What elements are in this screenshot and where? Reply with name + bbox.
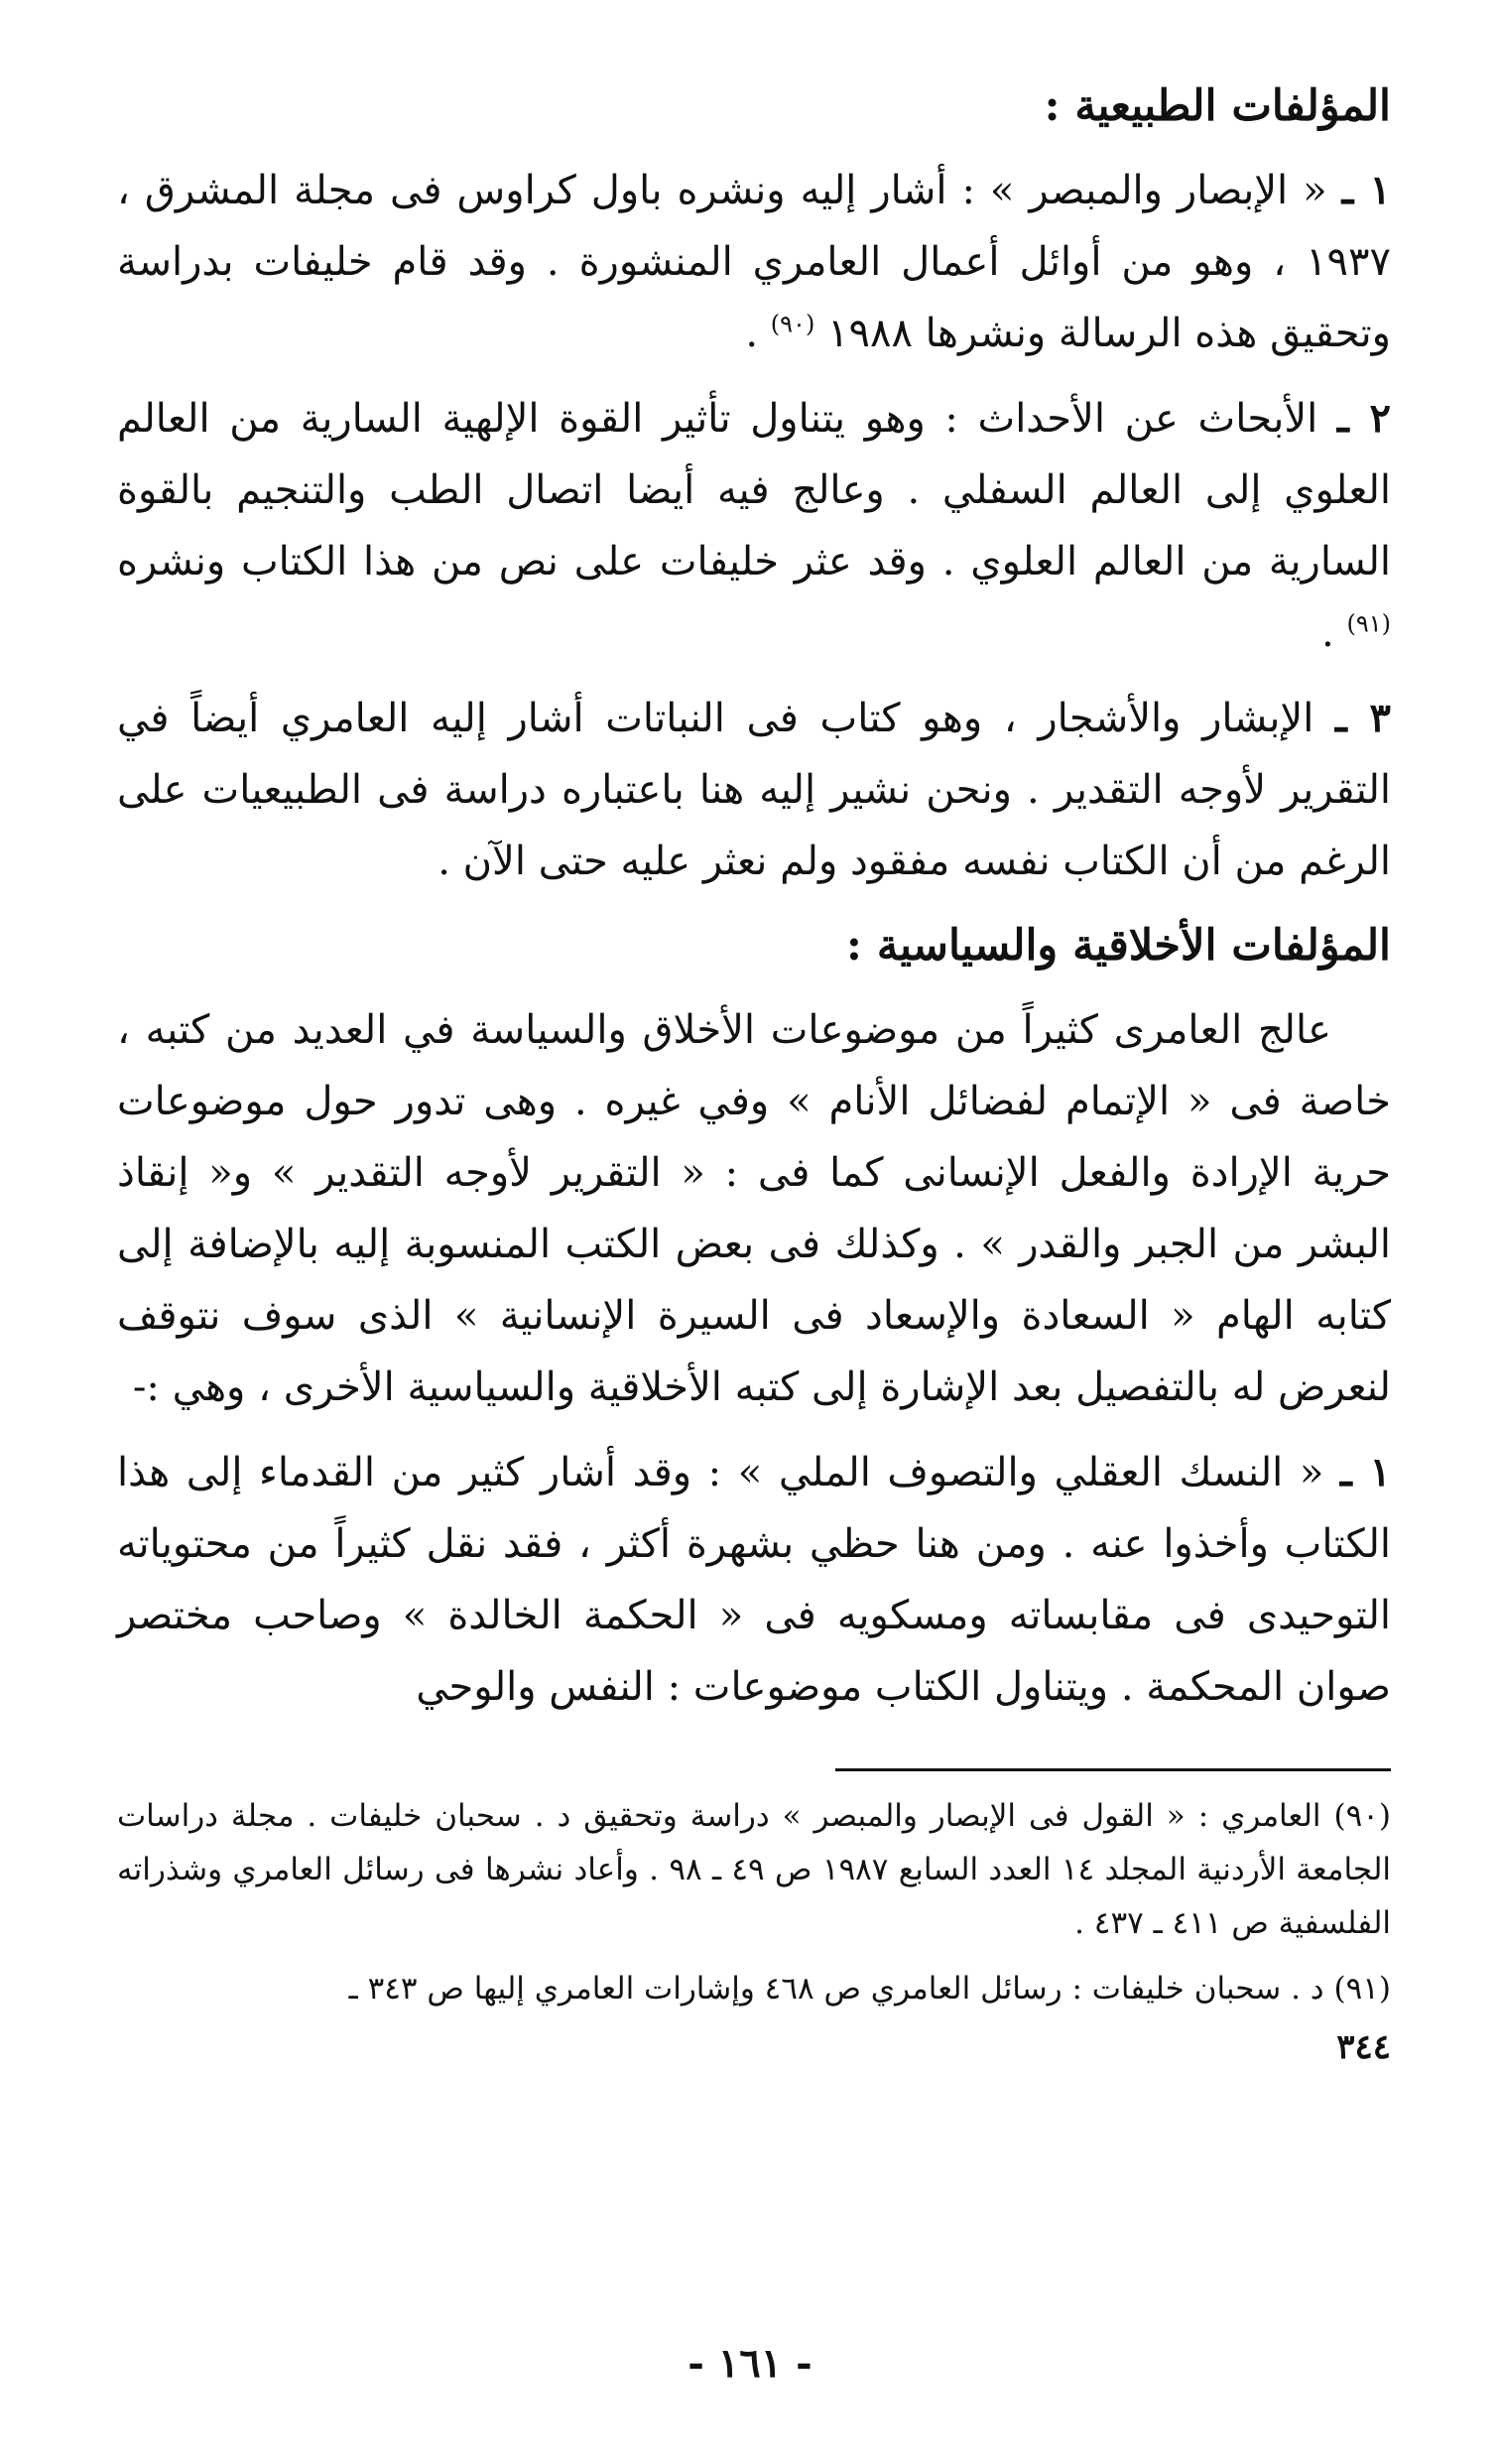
list-item [117, 683, 1391, 897]
intro-paragraph: عالج العامرى كثيراً من موضوعات الأخلاق والسياسة في العديد من كتبه ، خاصة فى « الإتمام لفضائل الأنام » وفي غيره . وهى تدور حول موضوعات حرية الإرادة والفعل الإنسانى كما فى : « التقرير لأوجه التقدير » و« إنقاذ البشر من الجبر والقدر » . وكذلك فى بعض الكتب المنسوبة إليه بالإضافة إلى كتابه الهام « السعادة والإسعاد فى السيرة الإنسانية » الذى سوف نتوقف لنعرض له بالتفصيل بعد الإشارة إلى كتبه الأخلاقية والسياسية الأخرى ، وهي :- [117, 1007, 1391, 1410]
list-item [117, 383, 1391, 669]
item-end: . [1321, 610, 1334, 656]
footnote [117, 1789, 1391, 1950]
section-heading-ethical-political-works: المؤلفات الأخلاقية والسياسية : [846, 921, 1391, 971]
footnote-mark: (٩١) [1333, 1971, 1391, 2007]
footnote-ref: (٩١) [1346, 609, 1391, 638]
list-item [117, 155, 1391, 369]
footnote-mark: (٩٠) [1333, 1798, 1391, 1834]
item-text: « الإبصار والمبصر » : أشار إليه ونشره باول كراوس فى مجلة المشرق ، ١٩٣٧ ، وهو من أوائل أعمال العامري المنشورة . وقد قام خليفات بدراسة وتحقيق هذه الرسالة ونشرها ١٩٨٨ [117, 168, 1391, 356]
list-item [117, 1437, 1391, 1723]
item-end: . [745, 311, 759, 356]
footnote-ref: (٩٠) [770, 310, 815, 338]
item-number: ١ ـ [1339, 1449, 1391, 1495]
inner-page-number: ٣٤٤ [1336, 2027, 1391, 2067]
item-text: الإبشار والأشجار ، وهو كتاب فى النباتات أشار إليه العامري أيضاً في التقرير لأوجه التقدير . ونحن نشير إليه هنا باعتباره دراسة فى الطبيعيات على الرغم من أن الكتاب نفسه مفقود ولم نعثر عليه حتى الآن . [117, 696, 1391, 884]
page-number: - ١٦١ - [688, 2340, 812, 2387]
item-number: ١ ـ [1341, 167, 1391, 213]
item-text: الأبحاث عن الأحداث : وهو يتناول تأثير القوة الإلهية السارية من العالم العلوي إلى العالم السفلي . وعالج فيه أيضا اتصال الطب والتنجيم بالقوة السارية من العالم العلوي . وقد عثر خليفات على نص من هذا الكتاب ونشره [117, 396, 1391, 584]
footnote [117, 1962, 1391, 2015]
item-number: ٣ ـ [1334, 695, 1391, 741]
item-number: ٢ ـ [1336, 395, 1392, 442]
item-text: « النسك العقلي والتصوف الملي » : وقد أشار كثير من القدماء إلى هذا الكتاب وأخذوا عنه . ومن هنا حظي بشهرة أكثر ، فقد نقل كثيراً من محتوياته التوحيدى فى مقابساته ومسكويه فى « الحكمة الخالدة » وصاحب مختصر صوان المحكمة . ويتناول الكتاب موضوعات : النفس والوحي [117, 1450, 1391, 1710]
footnote-text: د . سحبان خليفات : رسائل العامري ص ٤٦٨ وإشارات العامري إليها ص ٣٤٣ ـ [348, 1971, 1324, 2007]
section-heading-natural-works: المؤلفات الطبيعية : [1044, 81, 1391, 131]
footnote-text: العامري : « القول فى الإبصار والمبصر » دراسة وتحقيق د . سحبان خليفات . مجلة دراسات الجامعة الأردنية المجلد ١٤ العدد السابع ١٩٨٧ ص ٤٩ ـ ٩٨ . وأعاد نشرها فى رسائل العامري وشذراته الفلسفية ص ٤١١ ـ ٤٣٧ . [117, 1798, 1392, 1941]
footnote-separator [835, 1768, 1391, 1771]
